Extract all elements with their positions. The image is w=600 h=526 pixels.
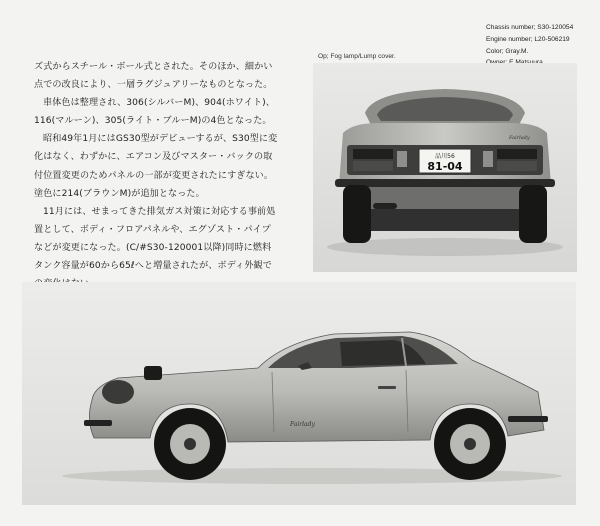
side-badge: Fairlady	[290, 421, 315, 428]
paragraph-3: 昭和49年1月にはGS30型がデビューするが、S30型に変化はなく、わずかに、エアコン及びマスター・バックの取付位置変更のためパネルの一部が変更されたにすぎない。塗色に214(ブラウンM)が追加となった。	[34, 134, 278, 199]
rear-badge: Fairlady	[509, 135, 530, 141]
photo-caption: Op; Fog lamp/Lump cover.	[318, 53, 396, 60]
spec-chassis: Chassis number; S30-120054	[486, 24, 574, 31]
spec-engine: Engine number; L20-506219	[486, 35, 570, 43]
paragraph-2: 車体色は整理され、306(シルバーM)、904(ホワイト)、116(マルーン)、305(ライト・ブルーM)の4色となった。	[34, 98, 275, 127]
paragraph-1: ズ式からスチール・ボール式とされた。そのほか、細かい点での改良により、一層ラグジュアリーなものとなった。	[34, 62, 273, 91]
plate-number: 81-04	[427, 160, 463, 173]
spec-color: Color; Gray.M.	[486, 47, 529, 55]
paragraph-4: 11月には、せまってきた排気ガス対策に対応する事前処置として、ボディ・フロアパネルや、エグゾスト・パイプなどが変更になった。(C/#S30-120001以降)同時に燃料タンク容量が60から65ℓへと増量されたが、ボディ外観で	[34, 206, 276, 272]
rear-view-photo	[313, 63, 577, 272]
plate-region: 品川56	[435, 153, 455, 160]
side-view-photo	[22, 282, 576, 505]
